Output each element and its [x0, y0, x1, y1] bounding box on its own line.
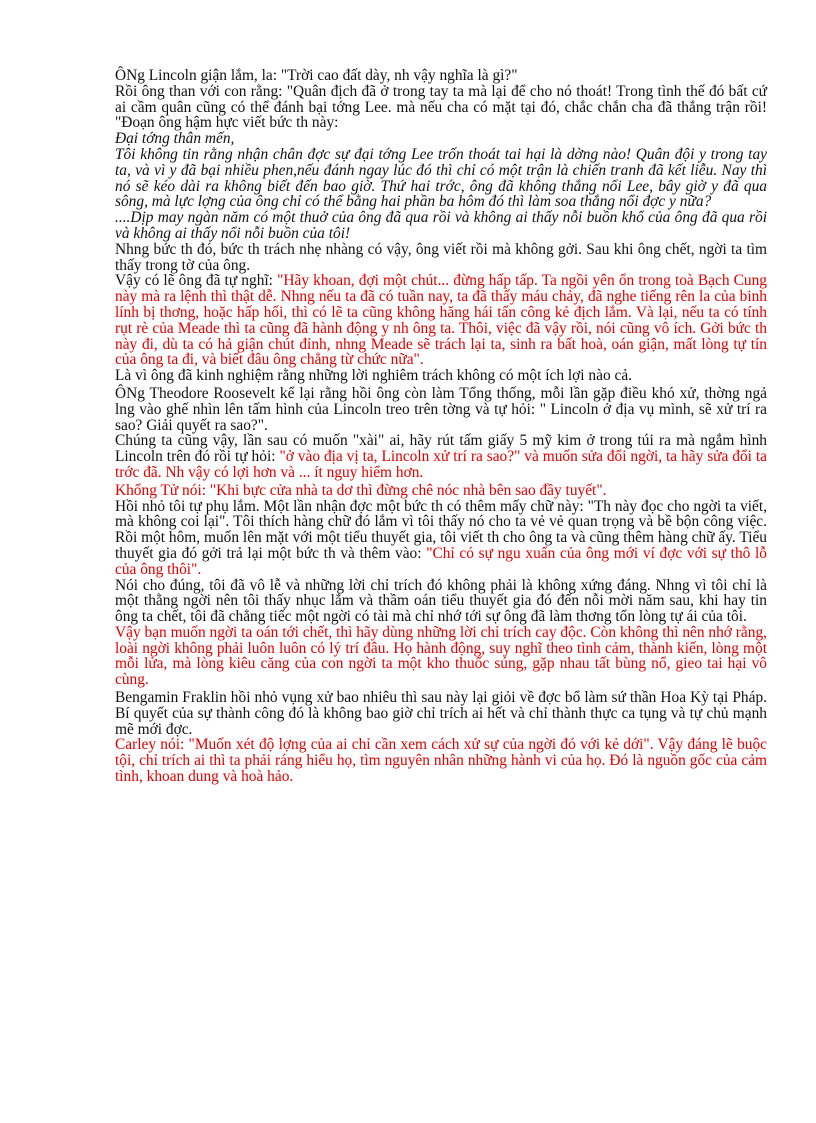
paragraph-lincoln-complaint: Rồi ông than với con rằng: "Quân địch đã ở trong tay ta mà lại để cho nó thoát! Trong tình thế đó bất cứ ai cầm quân cũng có thể đánh bại tớng Lee. mà nếu cha có mặt tại đó, chắc chắn cha đã thắng trận rồi! "Đoạn ông hậm hực viết bức th này:	[115, 82, 767, 132]
paragraph-lincoln-reflection	[115, 273, 767, 368]
letter-body: Tôi không tin rằng nhận chân đợc sự đại tớng Lee trốn thoát tai hại là dờng nào! Quân đội y trong tay ta, và vì y đã bại nhiều phen,nếu đánh ngay lúc đó thì chỉ có một trận là chiến tranh đã kết liễu. Nay thì nó sẽ kéo dài ra không biết đến bao giờ. Thứ hai trớc, ông đã không thắng nổi Lee, bây giờ y đã qua sông, mà lực lợng của ông chỉ có thể bằng hai phần ba hôm đó thì làm soa thắng nổi đợc y nữa?	[115, 145, 767, 211]
paragraph-criticism-warning: Vậy bạn muốn ngời ta oán tới chết, thì hãy dùng những lời chỉ trích cay độc. Còn không thì nên nhớ rằng, loài ngời không phải luôn luôn có lý trí đâu. Họ hành động, suy nghĩ theo tình cảm, thành kiến, lòng một mỗi lửa, mà lòng kiêu căng của con ngời ta một kho thuốc súng, gặp nhau tất bùng nổ, gieo tai hại vô cùng.	[115, 623, 767, 689]
paragraph-rudeness: Nói cho đúng, tôi đã vô lễ và những lời chỉ trích đó không phải là không xứng đáng. Nhng vì tôi chỉ là một thằng ngời nên tôi thấy nhục lắm và thầm oán tiểu thuyết gia đó đến nỗi mời năm sau, khi hay tin ông ta chết, tôi đã chẳng tiếc một ngời có tài mà chỉ nhớ tới sự ông đã làm thơng tổn lòng tự ái của tôi.	[115, 576, 767, 626]
paragraph-five-dollar-lead: Chúng ta cũng vậy, lần sau có muốn "xài" ai, hãy rút tấm giấy 5 mỹ kim ở trong túi ra mà ngắm hình Lincoln trên đó rồi tự hỏi:	[115, 432, 767, 466]
paragraph-roosevelt: ÔNg Theodore Roosevelt kể lại rằng hồi ông còn làm Tổng thống, mỗi lần gặp điều khó xử, thờng ngả lng vào ghế nhìn lên tấm hình của Lincoln treo trên tờng và tự hỏi: " Lincoln ở địa vụ mình, sẽ xử trí ra sao? Giải quyết ra sao?".	[115, 384, 767, 434]
paragraph-novelist	[115, 499, 767, 578]
paragraph-experience: Là vì ông đã kinh nghiệm rằng những lời nghiêm trách không có một ích lợi nào cả.	[115, 367, 633, 385]
paragraph-novelist-quote: "Chỉ có sự ngu xuẩn của ông mới ví đợc với sự thô lỗ của ông thôi".	[115, 544, 768, 578]
paragraph-letter-unsent: Nhng bức th đó, bức th trách nhẹ nhàng có vậy, ông viết rồi mà không gởi. Sau khi ông chết, ngời ta tìm thấy trong tờ của ông.	[115, 240, 767, 274]
paragraph-lincoln-reflection-quote: "Hãy khoan, đợi một chút... đừng hấp tấp. Ta ngồi yên ổn trong toà Bạch Cung này mà ra lệnh thì thật dễ. Nhng nếu ta đã có tuần nay, ta đã thấy máu chảy, đã nghe tiếng rên la của binh lính bị thơng, hoặc hấp hối, thì có lẽ ta cũng không hăng hái tấn công kẻ địch lắm. Và lại, nếu ta có tính rụt rè của Meade thì ta cũng đã hành động y nh ông ta. Thôi, việc đã vậy rồi, nói cũng vô ích. Gởi bức th này đi, dù ta có hả giận chút đỉnh, nhng Meade sẽ trách lại ta, sinh ra bất hoà, oán giận, mất lòng tự tín của ông ta đi, và biết đâu ông chẳng từ chức nữa".	[115, 272, 768, 369]
paragraph-five-dollar-quote: "ở vào địa vị ta, Lincoln xử trí ra sao?" và muốn sửa đổi ngời, ta hãy sửa đổi ta trớc đã. Nh vậy có lợi hơn và ... ít nguy hiểm hơn.	[115, 448, 767, 481]
paragraph-lincoln-reflection-lead: Vậy có lẽ ông đã tự nghĩ:	[115, 272, 278, 290]
letter-salutation: Đại tớng thân mến,	[115, 130, 235, 148]
paragraph-franklin: Bengamin Fraklin hồi nhỏ vụng xử bao nhiêu thì sau này lại giỏi về đợc bổ làm sứ thần Hoa Kỳ tại Pháp. Bí quyết của sự thành công đó là không bao giờ chỉ trích ai hết và chỉ thành thực ca tụng và tự chủ mạnh mẽ mới đợc.	[115, 689, 767, 738]
paragraph-carley: Carley nói: "Muốn xét độ lợng của ai chỉ cần xem cách xử sự của ngời đó với kẻ dới". Vậy đáng lẽ buộc tội, chỉ trích ai thì ta phải ráng hiểu họ, tìm nguyên nhân những hành vi của họ. Đó là nguồn gốc của cảm tình, khoan dung và hoà hảo.	[115, 736, 767, 786]
paragraph-novelist-lead: Hồi nhỏ tôi tự phụ lắm. Một lần nhận đợc một bức th có thêm mấy chữ này: "Th này đọc cho ngời ta viết, mà không coi lại". Tôi thích hàng chữ đó lắm vì tôi thấy nó cho ta vẻ vẻ quan trọng và bề bộn công việc. Rồi một hôm, muốn lên mặt với một tiểu thuyết gia, tôi viết th cho ông ta và cũng thêm hàng chữ ấy. Tiểu thuyết gia đó gởi trả lại một bức th và thêm vào:	[115, 497, 767, 562]
paragraph-confucius: Khổng Tử nói: "Khi bực cửa nhà ta dơ thì đừng chê nóc nhà bên sao đầy tuyết".	[115, 481, 607, 499]
paragraph-five-dollar	[115, 433, 767, 480]
document-page	[115, 68, 767, 785]
letter-closing: ....Dịp may ngàn năm có một thuở của ông đã qua rồi và không ai thấy nỗi buồn khổ của ông đã qua rồi và không ai thấy nổi nỗi buồn của tôi!	[115, 209, 767, 242]
paragraph-lincoln-angry: ÔNg Lincoln giận lắm, la: "Trời cao đất dày, nh vậy nghĩa là gì?"	[115, 67, 518, 84]
